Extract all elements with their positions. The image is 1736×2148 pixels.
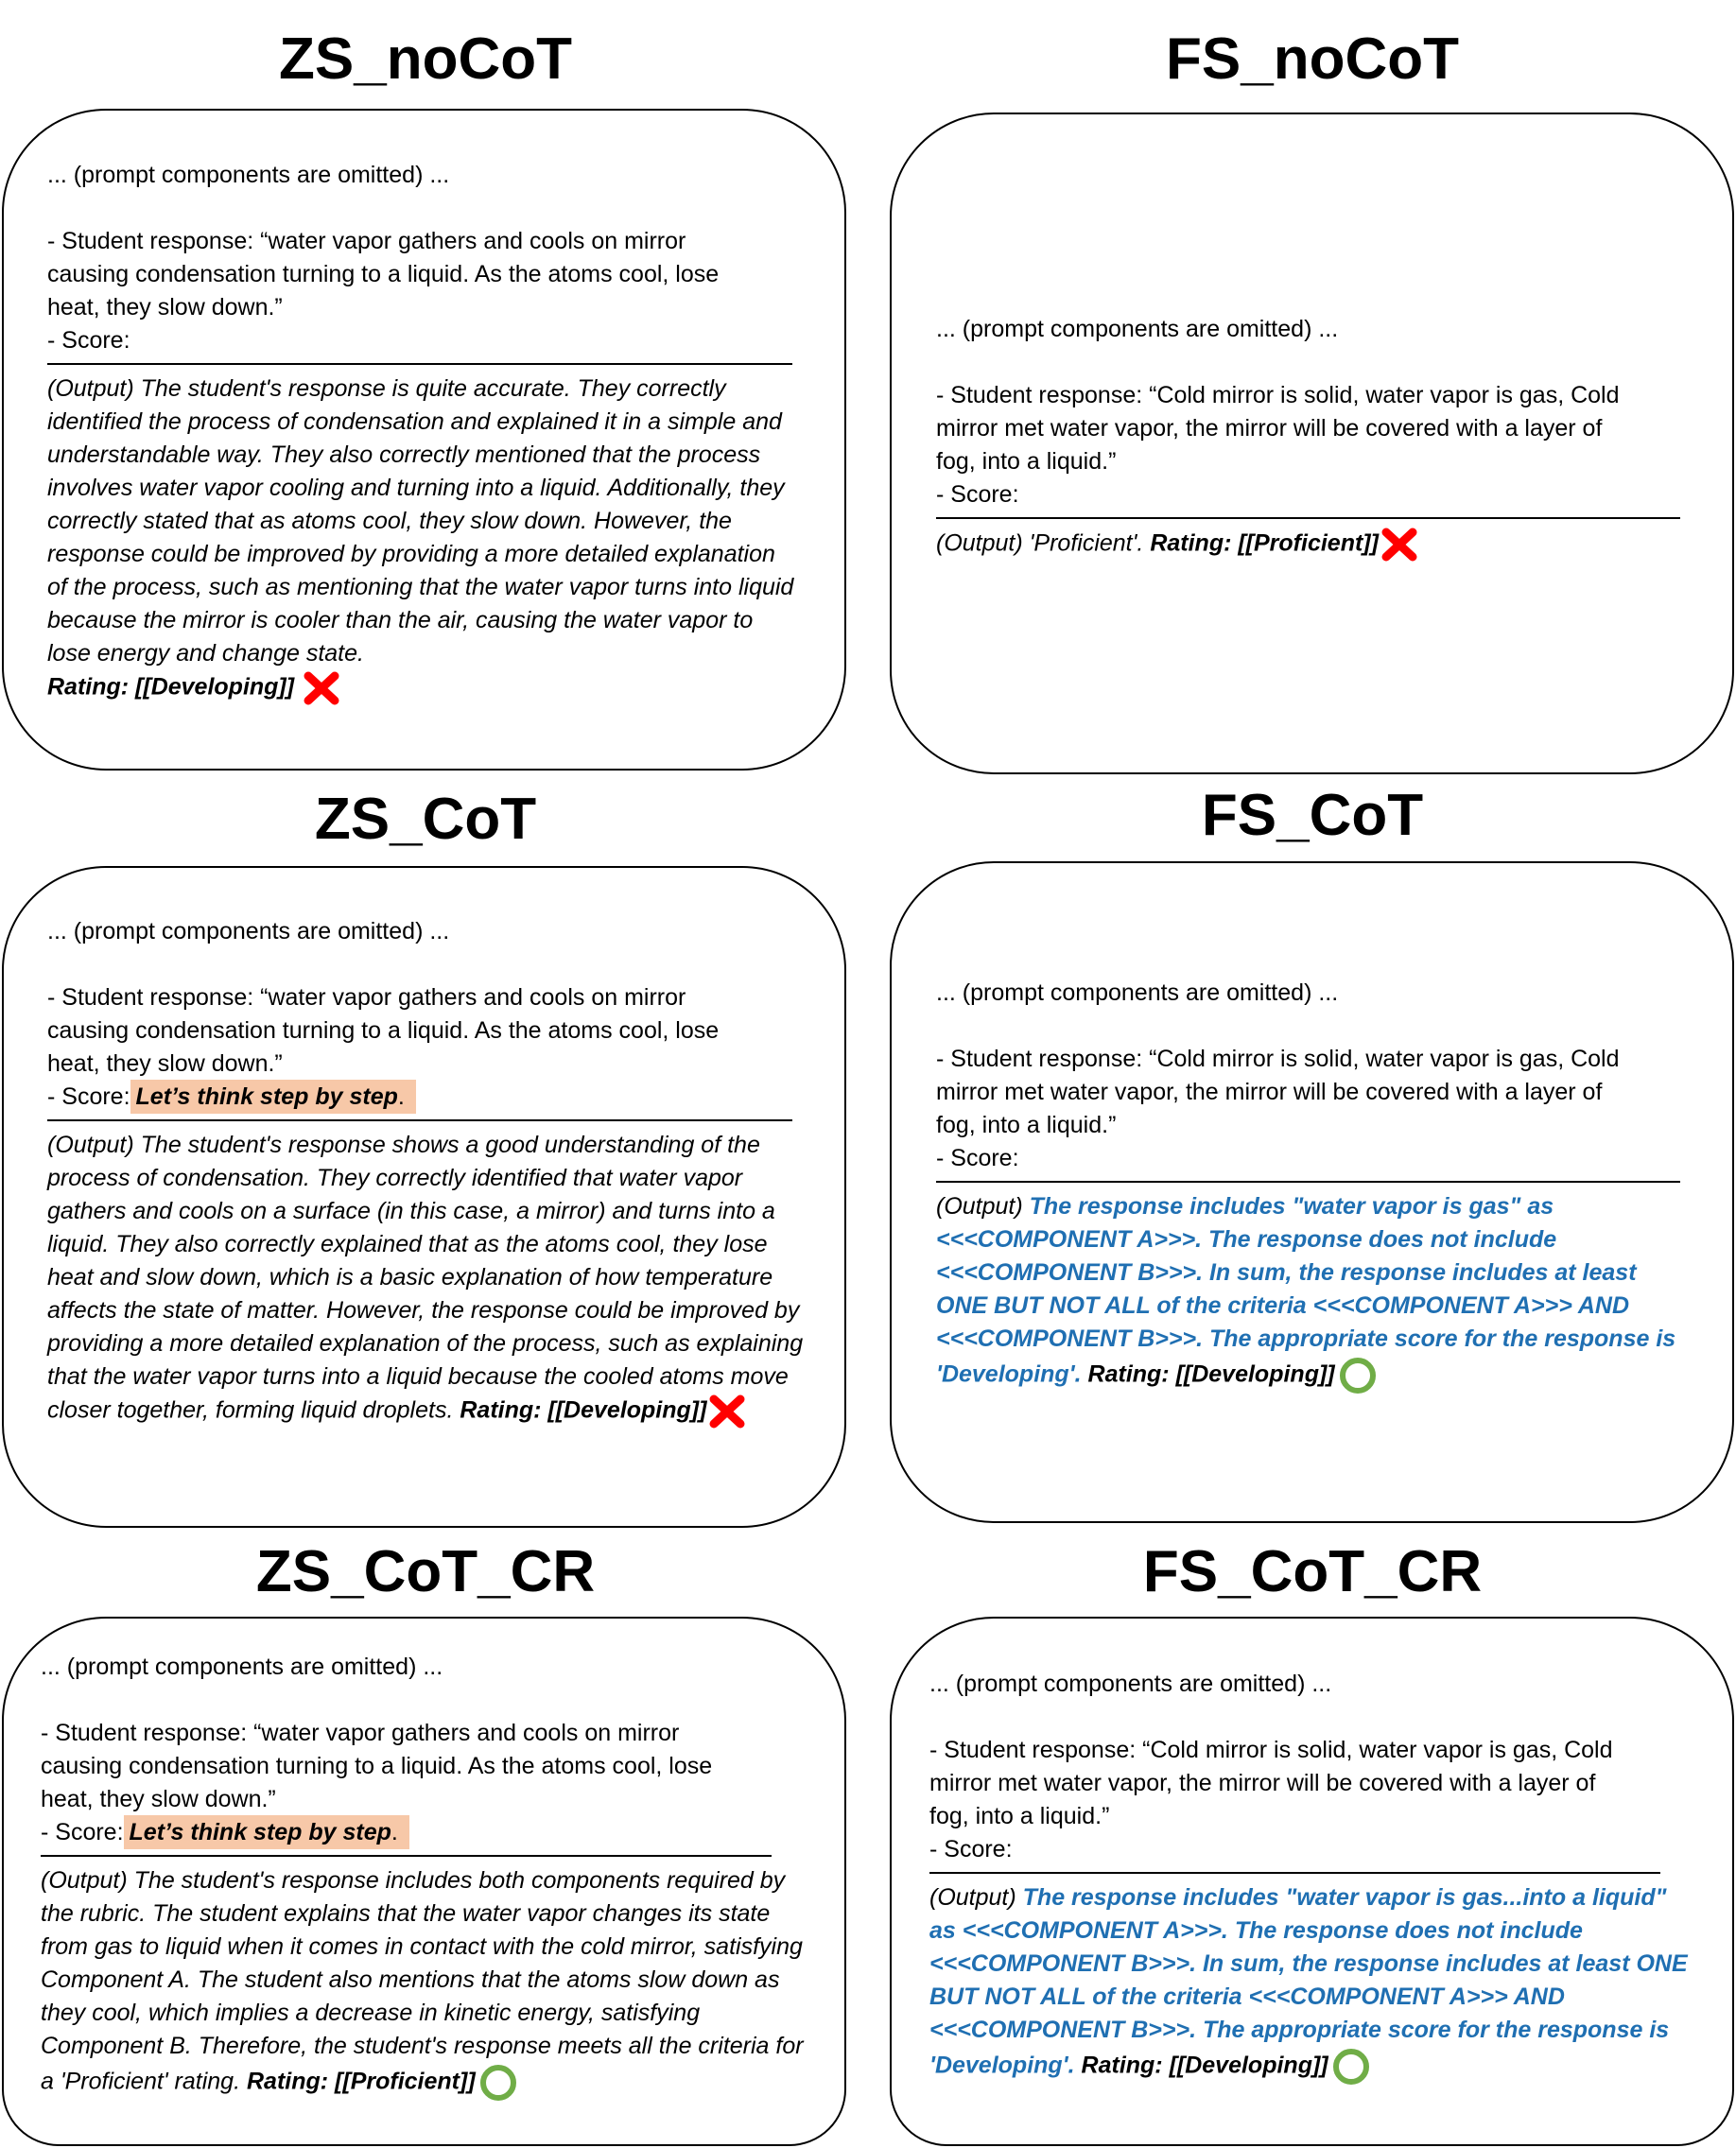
- panel-content-fs-cot: [936, 977, 1693, 1395]
- student-response-line: - Student response: “water vapor gathers and cools on mirror: [47, 228, 686, 254]
- rating-label: Rating: [[Proficient]]: [247, 2068, 476, 2095]
- student-response-line: - Student response: “Cold mirror is solid, water vapor is gas, Cold: [936, 382, 1620, 408]
- output-text: The response includes "water vapor is gas" as <<<COMPONENT A>>>. The response does not include <<<COMPONENT B>>>. In sum, the response includes at least ONE BUT NOT ALL of the criteria <<<COMPONENT A>>> AND <<<COMPONENT B>>>. The appropriate score for the response is 'Developing'.: [936, 1193, 1676, 1388]
- output-text: (Output) The student's response includes both components required by the rubric. The student explains that the water vapor changes its state from gas to liquid when it comes in contact with the cold mirror, satisfying Component A. The student also mentions that the atoms slow down as they cool, which implies a decrease in kinetic energy, satisfying Component B. Therefore, the student's response meets all the criteria for a 'Proficient' rating.: [41, 1867, 804, 2095]
- model-output: [47, 372, 794, 670]
- model-output: [929, 1881, 1691, 2087]
- score-label: - Score:: [47, 327, 130, 354]
- cot-trigger-period: .: [391, 1819, 398, 1845]
- panel-title-zs-nocot: ZS_noCoT: [279, 26, 572, 92]
- student-response-line: fog, into a liquid.”: [936, 448, 1117, 475]
- red-cross-icon: [1380, 527, 1418, 563]
- divider: [47, 1119, 792, 1121]
- student-response-line: heat, they slow down.”: [47, 294, 283, 320]
- panel-title-fs-nocot: FS_noCoT: [1166, 26, 1459, 92]
- student-response-line: mirror met water vapor, the mirror will be covered with a layer of: [936, 1079, 1603, 1105]
- student-response-line: - Student response: “water vapor gathers and cools on mirror: [47, 984, 686, 1011]
- panel-content-zs-cot-cr: [41, 1651, 807, 2103]
- panel-content-zs-cot: [47, 915, 804, 1429]
- output-text: (Output) The student's response shows a good understanding of the process of condensation. They correctly identified that water vapor gathers and cools on a surface (in this case, a mirror) and turns into a liquid. They also correctly explained that as the atoms cool, they lose heat and slow down, which is a basic explanation of how temperature affects the state of matter. However, the response could be improved by providing a more detailed explanation of the process, such as explaining that the water vapor turns into a liquid because the cooled atoms move closer together, forming liquid droplets.: [47, 1132, 804, 1424]
- cot-trigger-phrase: Let’s think step by step: [135, 1083, 398, 1110]
- student-response-line: fog, into a liquid.”: [929, 1803, 1110, 1829]
- green-circle-icon: [1337, 1356, 1379, 1395]
- student-response-line: heat, they slow down.”: [41, 1786, 276, 1812]
- rating-label: Rating: [[Developing]]: [460, 1396, 707, 1424]
- divider: [936, 1181, 1680, 1183]
- divider: [929, 1872, 1660, 1874]
- omitted-note: ... (prompt components are omitted) ...: [929, 1671, 1332, 1697]
- student-response-line: causing condensation turning to a liquid. As the atoms cool, lose: [47, 1017, 720, 1044]
- output-text: (Output) The student's response is quite accurate. They correctly identified the process of condensation and explained it in a simple and understandable way. They also correctly mentioned that the process involves water vapor cooling and turning into a liquid. Additionally, they correctly stated that as atoms cool, they slow down. However, the response could be improved by providing a more detailed explanation of the process, such as mentioning that the water vapor turns into liquid because the mirror is cooler than the air, causing the water vapor to lose energy and change state.: [47, 375, 794, 667]
- red-cross-icon: [708, 1394, 746, 1429]
- score-label: - Score:: [41, 1819, 124, 1845]
- divider: [47, 363, 792, 365]
- panel-content-fs-cot-cr: [929, 1668, 1695, 2087]
- cot-trigger-phrase: Let’s think step by step: [129, 1819, 391, 1845]
- student-response-line: - Student response: “Cold mirror is solid, water vapor is gas, Cold: [929, 1737, 1613, 1763]
- omitted-note: ... (prompt components are omitted) ...: [47, 162, 450, 188]
- student-response-line: mirror met water vapor, the mirror will be covered with a layer of: [929, 1770, 1596, 1796]
- rating-label: Rating: [[Proficient]]: [1150, 529, 1379, 557]
- output-text: (Output) 'Proficient'.: [936, 529, 1144, 557]
- rating-label: Rating: [[Developing]]: [1081, 2052, 1328, 2079]
- red-cross-icon: [303, 670, 340, 706]
- cot-trigger-highlight: [124, 1815, 409, 1849]
- student-response-line: mirror met water vapor, the mirror will be covered with a layer of: [936, 415, 1603, 442]
- student-response-line: causing condensation turning to a liquid. As the atoms cool, lose: [47, 261, 720, 287]
- model-output: [936, 1190, 1683, 1395]
- cot-trigger-highlight: [130, 1080, 416, 1114]
- student-response-line: - Student response: “water vapor gathers and cools on mirror: [41, 1720, 680, 1746]
- output-prefix: (Output): [929, 1884, 1016, 1911]
- score-label: - Score:: [929, 1836, 1013, 1862]
- panel-title-zs-cot: ZS_CoT: [314, 787, 537, 852]
- student-response-line: causing condensation turning to a liquid. As the atoms cool, lose: [41, 1753, 713, 1779]
- panel-title-fs-cot: FS_CoT: [1201, 783, 1424, 848]
- divider: [936, 517, 1680, 519]
- panel-content-fs-nocot: [936, 313, 1693, 563]
- omitted-note: ... (prompt components are omitted) ...: [936, 979, 1339, 1006]
- panel-content-zs-nocot: [47, 159, 804, 706]
- panel-title-zs-cot-cr: ZS_CoT_CR: [255, 1539, 596, 1604]
- score-label: - Score:: [47, 1083, 130, 1110]
- green-circle-icon: [477, 2063, 519, 2103]
- model-output: [41, 1864, 807, 2103]
- omitted-note: ... (prompt components are omitted) ...: [41, 1654, 443, 1680]
- student-response-line: fog, into a liquid.”: [936, 1112, 1117, 1138]
- cot-trigger-period: .: [397, 1083, 405, 1110]
- panel-title-fs-cot-cr: FS_CoT_CR: [1142, 1539, 1483, 1604]
- output-text: The response includes "water vapor is gas...into a liquid" as <<<COMPONENT A>>>. The response does not include <<<COMPONENT B>>>. In sum, the response includes at least ONE BUT NOT ALL of the criteria <<<COMPONENT A>>> AND <<<COMPONENT B>>>. The appropriate score for the response is 'Developing'.: [929, 1884, 1688, 2079]
- output-prefix: (Output): [936, 1193, 1023, 1220]
- score-label: - Score:: [936, 1145, 1019, 1171]
- rating-label: Rating: [[Developing]]: [47, 673, 295, 701]
- model-output: [47, 1129, 804, 1429]
- divider: [41, 1855, 772, 1857]
- score-label: - Score:: [936, 481, 1019, 508]
- rating-label: Rating: [[Developing]]: [1087, 1360, 1335, 1388]
- student-response-line: - Student response: “Cold mirror is solid, water vapor is gas, Cold: [936, 1046, 1620, 1072]
- student-response-line: heat, they slow down.”: [47, 1050, 283, 1077]
- omitted-note: ... (prompt components are omitted) ...: [47, 918, 450, 944]
- green-circle-icon: [1330, 2047, 1372, 2087]
- omitted-note: ... (prompt components are omitted) ...: [936, 316, 1339, 342]
